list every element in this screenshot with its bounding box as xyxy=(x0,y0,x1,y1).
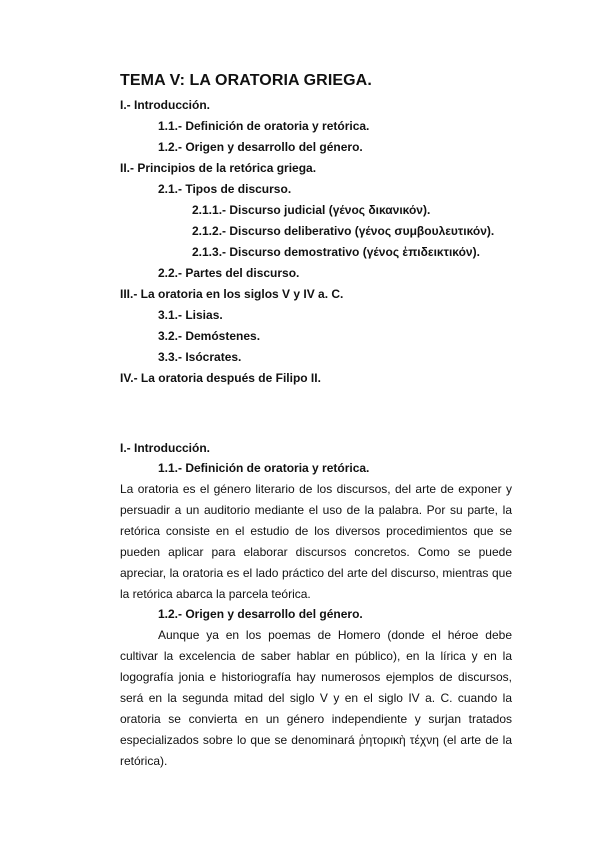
paragraph-text: La oratoria es el género literario de los discursos, del arte de exponer y persuadir a un auditorio mediante el uso de la palabra. Por su parte, la retórica consiste en el estudio de los diversos procedimientos que se pueden aplicar para elaborar discursos concretos. Como se puede apreciar, la oratoria es el lado práctico del arte del discurso, mientras que la retórica abarca la parcela teórica. xyxy=(120,482,512,601)
paragraph-text: Aunque ya en los poemas de Homero (donde el héroe debe cultivar la excelencia de saber hablar en público), en la lírica y en la logografía jonia e historiografía hay numerosos ejemplos de discursos, será en la segunda mitad del siglo V y en el siglo IV a. C. cuando la oratoria se convierta en un género independiente y surjan tratados especializados sobre lo que se denominará ῥητορικὴ τέχνη (el arte de la retórica). xyxy=(120,628,512,768)
toc-item: II.- Principios de la retórica griega. xyxy=(120,161,317,175)
paragraph xyxy=(120,479,512,605)
toc-item: 3.3.- Isócrates. xyxy=(158,350,242,364)
page-title: TEMA V: LA ORATORIA GRIEGA. xyxy=(120,72,372,89)
toc-item: I.- Introducción. xyxy=(120,98,210,112)
toc-item: 1.2.- Origen y desarrollo del género. xyxy=(158,140,363,154)
toc-item: 2.1.1.- Discurso judicial (γένος δικανικόν). xyxy=(192,203,431,217)
paragraph xyxy=(120,625,512,772)
toc-item: III.- La oratoria en los siglos V y IV a. C. xyxy=(120,287,344,301)
section-heading: I.- Introducción. xyxy=(120,441,210,455)
toc-item: 3.1.- Lisias. xyxy=(158,308,223,322)
toc-item: 3.2.- Demóstenes. xyxy=(158,329,261,343)
toc-item: IV.- La oratoria después de Filipo II. xyxy=(120,371,321,385)
toc-item: 2.2.- Partes del discurso. xyxy=(158,266,300,280)
toc-item: 2.1.2.- Discurso deliberativo (γένος συμβουλευτικόν). xyxy=(192,224,495,238)
toc-item: 2.1.- Tipos de discurso. xyxy=(158,182,292,196)
toc-item: 2.1.3.- Discurso demostrativo (γένος ἐπιδεικτικόν). xyxy=(192,245,480,259)
subsection-heading: 1.1.- Definición de oratoria y retórica. xyxy=(158,461,370,475)
subsection-heading: 1.2.- Origen y desarrollo del género. xyxy=(158,607,363,621)
toc-item: 1.1.- Definición de oratoria y retórica. xyxy=(158,119,370,133)
